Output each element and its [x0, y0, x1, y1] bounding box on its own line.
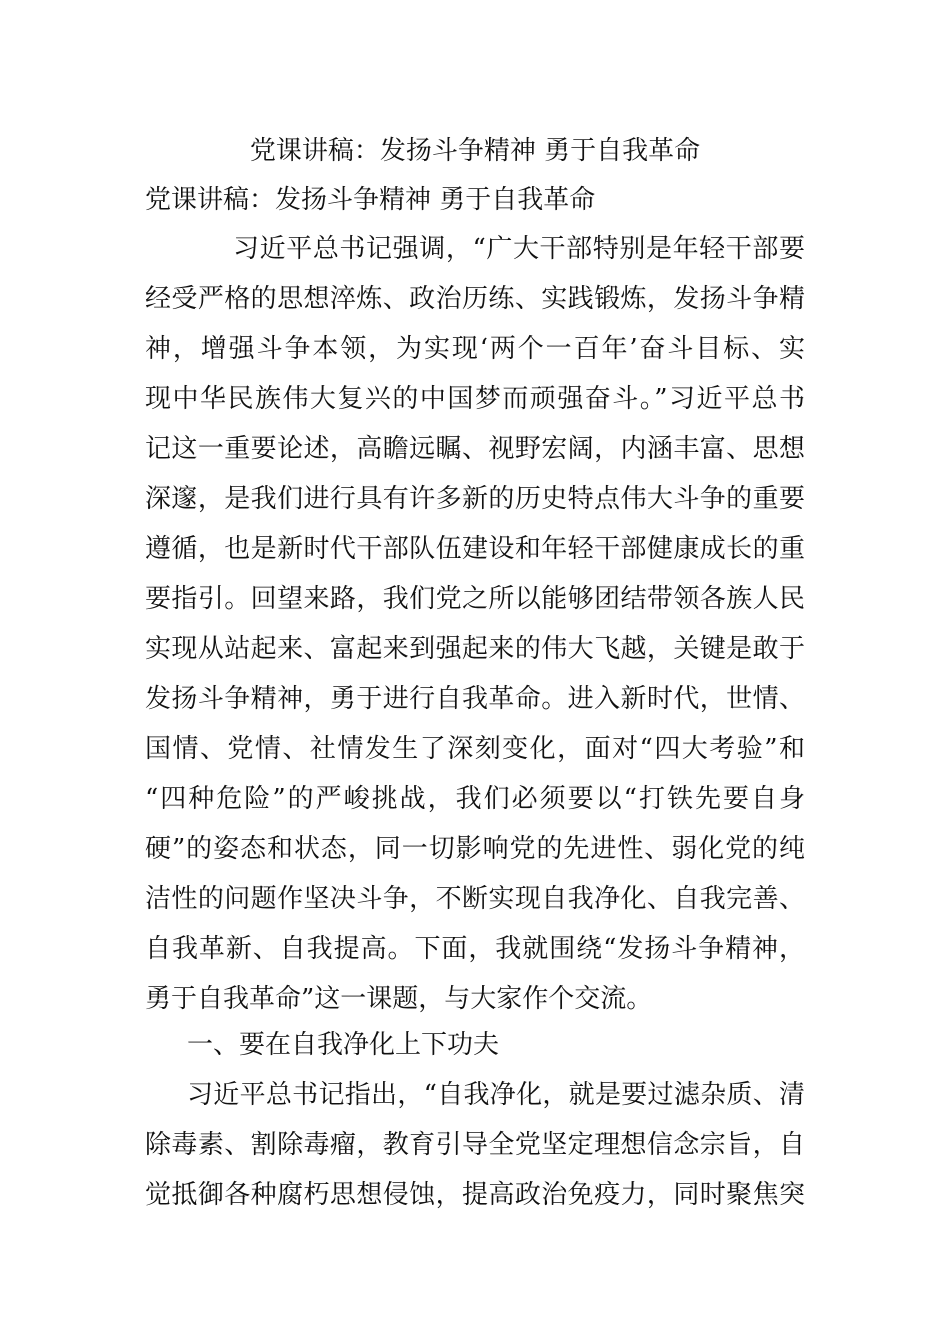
paragraph-line: 经受严格的思想淬炼、政治历练、实践锻炼，发扬斗争精: [145, 284, 805, 314]
paragraph-line: 国情、党情、社情发生了深刻变化，面对“四大考验”和: [145, 734, 805, 764]
document-title: 党课讲稿：发扬斗争精神 勇于自我革命: [249, 136, 701, 166]
paragraph-line: 实现从站起来、富起来到强起来的伟大飞越，关键是敢于: [145, 634, 805, 664]
paragraph-line: 洁性的问题作坚决斗争，不断实现自我净化、自我完善、: [145, 884, 805, 914]
paragraph-line: 硬”的姿态和状态，同一切影响党的先进性、弱化党的纯: [145, 834, 805, 864]
paragraph-line: 觉抵御各种腐朽思想侵蚀，提高政治免疫力，同时聚焦突: [145, 1180, 805, 1210]
paragraph-line: 记这一重要论述，高瞻远瞩、视野宏阔，内涵丰富、思想: [145, 434, 805, 464]
paragraph-line: 发扬斗争精神，勇于进行自我革命。进入新时代，世情、: [145, 684, 805, 714]
paragraph-line: “四种危险”的严峻挑战，我们必须要以“打铁先要自身: [145, 784, 805, 814]
document-subtitle: 党课讲稿：发扬斗争精神 勇于自我革命: [145, 185, 596, 215]
paragraph-line: 要指引。回望来路，我们党之所以能够团结带领各族人民: [145, 584, 805, 614]
paragraph-line: 深邃，是我们进行具有许多新的历史特点伟大斗争的重要: [145, 484, 805, 514]
paragraph-line: 除毒素、割除毒瘤，教育引导全党坚定理想信念宗旨，自: [145, 1130, 805, 1160]
paragraph-line: 遵循，也是新时代干部队伍建设和年轻干部健康成长的重: [145, 534, 805, 564]
paragraph-line: 现中华民族伟大复兴的中国梦而顽强奋斗。”习近平总书: [145, 384, 805, 414]
paragraph-line: 自我革新、自我提高。下面，我就围绕“发扬斗争精神，: [145, 934, 805, 964]
paragraph-line: 习近平总书记指出，“自我净化，就是要过滤杂质、清: [187, 1080, 805, 1110]
paragraph-line: 勇于自我革命”这一课题，与大家作个交流。: [145, 984, 653, 1014]
section-heading: 一、要在自我净化上下功夫: [187, 1030, 500, 1060]
paragraph-line: 神，增强斗争本领，为实现‘两个一百年’奋斗目标、实: [145, 334, 805, 364]
paragraph-line: 习近平总书记强调，“广大干部特别是年轻干部要: [233, 234, 805, 264]
